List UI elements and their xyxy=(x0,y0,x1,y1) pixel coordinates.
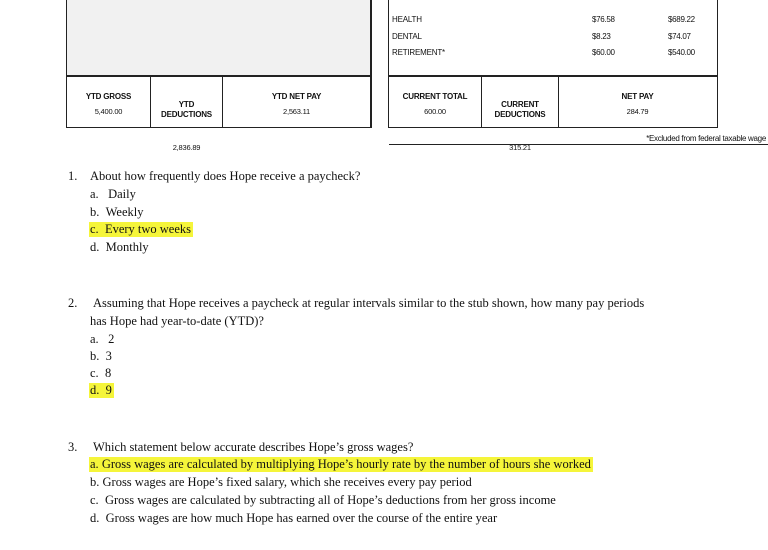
answer-option[interactable] xyxy=(90,511,497,526)
question-number: 2. xyxy=(68,296,78,310)
stub-upper-left-panel xyxy=(66,0,371,76)
option-text: Monthly xyxy=(105,240,149,254)
option-text: Every two weeks xyxy=(104,222,192,236)
ytd-gross-cell xyxy=(67,77,151,127)
option-letter: b. xyxy=(90,349,100,363)
option-text: Gross wages are calculated by multiplying Hope’s hourly rate by the number of hours she worked xyxy=(101,457,591,471)
ytd-net-pay-header: YTD NET PAY xyxy=(271,92,322,101)
question-text: Which statement below accurate describes Hope’s gross wages? xyxy=(93,440,414,454)
answer-option[interactable] xyxy=(90,493,556,508)
option-text: 3 xyxy=(105,349,112,363)
option-letter: a. xyxy=(90,457,99,471)
deduction-current: $76.58 xyxy=(592,15,615,24)
current-total-header: CURRENT TOTAL xyxy=(402,92,468,101)
option-letter: d. xyxy=(90,511,100,525)
ytd-net-pay-cell xyxy=(223,77,370,127)
answer-option[interactable] xyxy=(90,332,114,347)
net-pay-cell xyxy=(559,77,716,127)
question-text-line2: has Hope had year-to-date (YTD)? xyxy=(90,314,264,328)
answer-option[interactable] xyxy=(90,475,472,490)
option-letter: c. xyxy=(90,493,99,507)
option-text: 9 xyxy=(105,383,112,397)
option-letter: c. xyxy=(90,366,99,380)
answer-option[interactable] xyxy=(90,187,136,202)
option-letter: b. xyxy=(90,205,100,219)
question-text: About how frequently does Hope receive a paycheck? xyxy=(90,169,361,183)
deduction-ytd: $689.22 xyxy=(668,15,695,24)
option-text: 2 xyxy=(108,332,115,346)
stub-divider xyxy=(371,0,389,128)
current-deductions-cell xyxy=(482,77,559,152)
ytd-deductions-value: 2,836.89 xyxy=(172,143,201,152)
option-letter: a. xyxy=(90,332,99,346)
option-text: Daily xyxy=(108,187,136,201)
current-total-cell xyxy=(389,77,482,127)
option-letter: b. xyxy=(90,475,100,489)
deduction-label: RETIREMENT* xyxy=(392,48,445,57)
ytd-deductions-cell xyxy=(151,77,223,152)
option-letter: d. xyxy=(90,383,100,397)
net-pay-header: NET PAY xyxy=(621,92,654,101)
deduction-label: DENTAL xyxy=(392,32,422,41)
question-text-line1: Assuming that Hope receives a paycheck at regular intervals similar to the stub shown, how many pay periods xyxy=(93,296,645,310)
option-text: Gross wages are Hope’s fixed salary, which she receives every pay period xyxy=(102,475,472,489)
question-number: 3. xyxy=(68,440,78,454)
answer-option[interactable] xyxy=(90,240,149,255)
answer-option[interactable] xyxy=(90,349,112,364)
question-number: 1. xyxy=(68,169,78,183)
answer-option-highlighted[interactable] xyxy=(89,457,593,472)
option-letter: d. xyxy=(90,240,100,254)
ytd-summary-box xyxy=(66,76,371,152)
answer-option-highlighted[interactable] xyxy=(89,222,193,237)
deduction-ytd: $74.07 xyxy=(668,32,691,41)
stub-bottom-rule xyxy=(389,144,768,145)
option-text: Gross wages are calculated by subtracting all of Hope’s deductions from her gross income xyxy=(104,493,556,507)
option-text: 8 xyxy=(104,366,112,380)
ytd-deductions-header: YTD DEDUCTIONS xyxy=(161,100,212,119)
net-pay-value: 284.79 xyxy=(626,107,649,116)
current-deductions-value: 315.21 xyxy=(509,143,531,152)
option-text: Gross wages are how much Hope has earned over the course of the entire year xyxy=(105,511,498,525)
pay-stub xyxy=(0,0,768,150)
answer-option[interactable] xyxy=(90,366,111,381)
option-text: Weekly xyxy=(105,205,144,219)
option-letter: a. xyxy=(90,187,99,201)
deduction-label: HEALTH xyxy=(392,15,422,24)
deduction-ytd: $540.00 xyxy=(668,48,695,57)
stub-footnote: *Excluded from federal taxable wage xyxy=(646,134,766,143)
current-total-value: 600.00 xyxy=(424,107,446,116)
deduction-current: $8.23 xyxy=(592,32,611,41)
option-letter: c. xyxy=(90,222,99,236)
deduction-current: $60.00 xyxy=(592,48,615,57)
current-deductions-header: CURRENT DEDUCTIONS xyxy=(494,100,546,119)
answer-option-highlighted[interactable] xyxy=(89,383,114,398)
ytd-gross-header: YTD GROSS xyxy=(85,92,132,101)
ytd-net-pay-value: 2,563.11 xyxy=(282,107,311,116)
ytd-gross-value: 5,400.00 xyxy=(94,107,123,116)
answer-option[interactable] xyxy=(90,205,144,220)
